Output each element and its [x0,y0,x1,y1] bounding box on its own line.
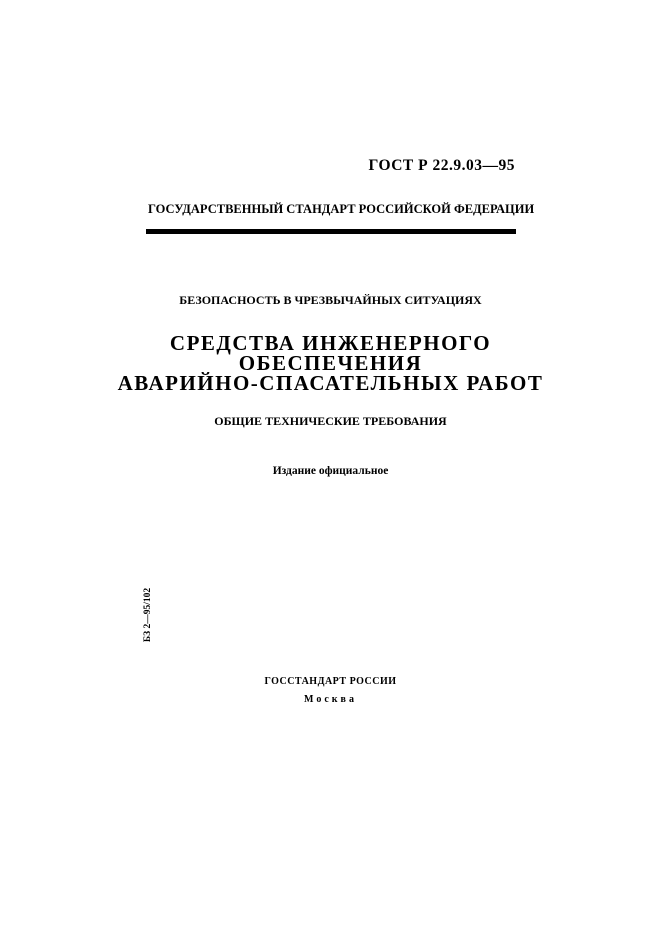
title-line: ОБЕСПЕЧЕНИЯ [238,351,423,375]
organization-heading: ГОСУДАРСТВЕННЫЙ СТАНДАРТ РОССИЙСКОЙ ФЕДЕРАЦИИ [148,202,535,216]
series-title: БЕЗОПАСНОСТЬ В ЧРЕЗВЫЧАЙНЫХ СИТУАЦИЯХ [179,293,482,307]
subtitle: ОБЩИЕ ТЕХНИЧЕСКИЕ ТРЕБОВАНИЯ [214,414,447,428]
side-code: БЗ 2—95/102 [143,587,153,643]
title-line: АВАРИЙНО-СПАСАТЕЛЬНЫХ РАБОТ [117,371,544,395]
header-rule [146,229,516,234]
standard-code: ГОСТ Р 22.9.03—95 [368,157,515,174]
title-line: СРЕДСТВА ИНЖЕНЕРНОГО [169,331,492,355]
document-title [0,333,661,393]
publisher: ГОССТАНДАРТ РОССИИ [264,676,397,687]
publication-city: Москва [304,694,357,705]
edition-note: Издание официальное [272,465,389,477]
